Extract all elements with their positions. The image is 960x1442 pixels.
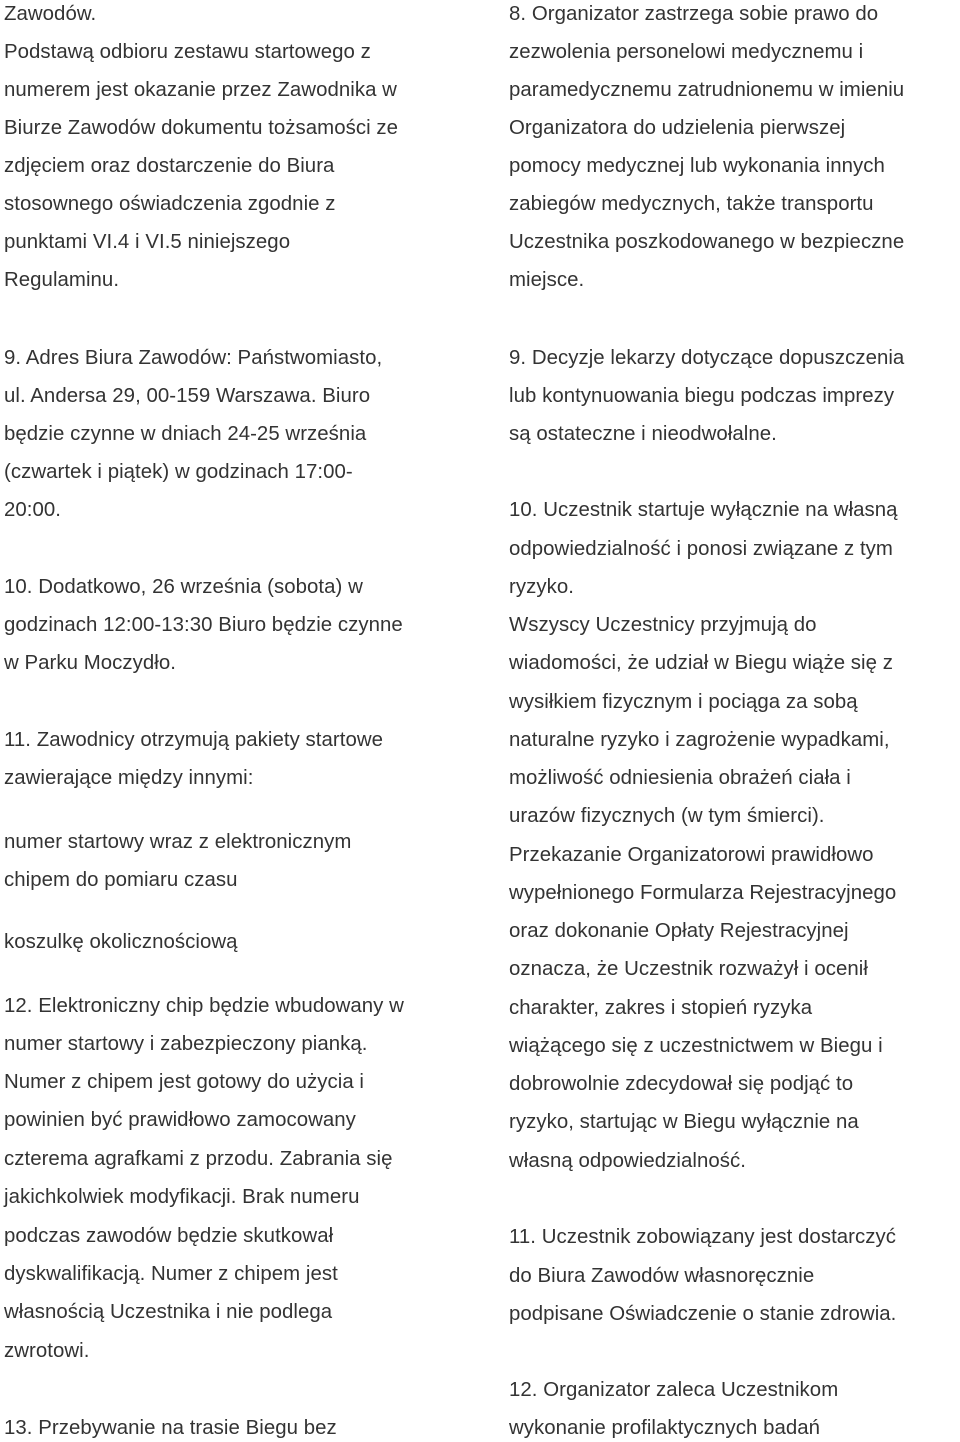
text-line: wykonanie profilaktycznych badań xyxy=(509,1417,821,1439)
text-line: 12. Elektroniczny chip będzie wbudowany w xyxy=(4,995,404,1017)
text-line: zabiegów medycznych, także transportu xyxy=(509,193,874,215)
text-line: 8. Organizator zastrzega sobie prawo do xyxy=(509,3,879,25)
text-line: numer startowy i zabezpieczony pianką. xyxy=(4,1033,368,1055)
text-line: Numer z chipem jest gotowy do użycia i xyxy=(4,1071,365,1093)
text-line: koszulkę okolicznościową xyxy=(4,931,238,953)
left-column xyxy=(4,0,474,1442)
text-line: oraz dokonanie Opłaty Rejestracyjnej xyxy=(509,920,849,942)
text-line: 9. Adres Biura Zawodów: Państwomiasto, xyxy=(4,347,383,369)
text-line: charakter, zakres i stopień ryzyka xyxy=(509,997,813,1019)
text-line: urazów fizycznych (w tym śmierci). xyxy=(509,805,825,827)
text-line: paramedycznemu zatrudnionemu w imieniu xyxy=(509,79,905,101)
text-line: pomocy medycznej lub wykonania innych xyxy=(509,155,885,177)
text-line: wiążącego się z uczestnictwem w Biegu i xyxy=(509,1035,883,1057)
text-line: wypełnionego Formularza Rejestracyjnego xyxy=(509,882,897,904)
text-line: 10. Uczestnik startuje wyłącznie na własną xyxy=(509,499,898,521)
text-line: Organizatora do udzielenia pierwszej xyxy=(509,117,846,139)
text-line: naturalne ryzyko i zagrożenie wypadkami, xyxy=(509,729,890,751)
text-line: własnością Uczestnika i nie podlega xyxy=(4,1301,333,1323)
text-line: numerem jest okazanie przez Zawodnika w xyxy=(4,79,397,101)
text-line: wysiłkiem fizycznym i pociąga za sobą xyxy=(509,691,858,713)
text-line: własną odpowiedzialność. xyxy=(509,1150,746,1172)
text-line: 12. Organizator zaleca Uczestnikom xyxy=(509,1379,839,1401)
text-line: zdjęciem oraz dostarczenie do Biura xyxy=(4,155,335,177)
text-line: zezwolenia personelowi medycznemu i xyxy=(509,41,864,63)
text-line: zwrotowi. xyxy=(4,1340,90,1362)
text-line: 20:00. xyxy=(4,499,61,521)
text-line: Uczestnika poszkodowanego w bezpieczne xyxy=(509,231,905,253)
text-line: 11. Uczestnik zobowiązany jest dostarczyć xyxy=(509,1226,896,1248)
text-line: oznacza, że Uczestnik rozważył i ocenił xyxy=(509,958,868,980)
text-line: stosownego oświadczenia zgodnie z xyxy=(4,193,336,215)
text-line: numer startowy wraz z elektronicznym xyxy=(4,831,352,853)
text-line: Regulaminu. xyxy=(4,269,120,291)
text-line: 9. Decyzje lekarzy dotyczące dopuszczenia xyxy=(509,347,905,369)
text-line: (czwartek i piątek) w godzinach 17:00- xyxy=(4,461,353,483)
right-column xyxy=(509,0,960,1442)
text-line: Biurze Zawodów dokumentu tożsamości ze xyxy=(4,117,399,139)
text-line: chipem do pomiaru czasu xyxy=(4,869,238,891)
text-line: ryzyko. xyxy=(509,576,574,598)
text-line: Zawodów. xyxy=(4,3,97,25)
text-line: dyskwalifikacją. Numer z chipem jest xyxy=(4,1263,338,1285)
text-line: lub kontynuowania biegu podczas imprezy xyxy=(509,385,895,407)
text-line: będzie czynne w dniach 24-25 września xyxy=(4,423,367,445)
text-line: do Biura Zawodów własnoręcznie xyxy=(509,1265,815,1287)
text-line: w Parku Moczydło. xyxy=(4,652,176,674)
text-line: są ostateczne i nieodwołalne. xyxy=(509,423,777,445)
text-line: 11. Zawodnicy otrzymują pakiety startowe xyxy=(4,729,384,751)
text-line: miejsce. xyxy=(509,269,585,291)
text-line: Podstawą odbioru zestawu startowego z xyxy=(4,41,371,63)
text-line: czterema agrafkami z przodu. Zabrania się xyxy=(4,1148,393,1170)
text-line: 13. Przebywanie na trasie Biegu bez xyxy=(4,1417,337,1439)
text-line: Wszyscy Uczestnicy przyjmują do xyxy=(509,614,817,636)
text-line: Przekazanie Organizatorowi prawidłowo xyxy=(509,844,874,866)
text-line: wiadomości, że udział w Biegu wiąże się z xyxy=(509,652,893,674)
text-line: ul. Andersa 29, 00-159 Warszawa. Biuro xyxy=(4,385,371,407)
text-line: odpowiedzialność i ponosi związane z tym xyxy=(509,538,893,560)
text-line: dobrowolnie zdecydował się podjąć to xyxy=(509,1073,854,1095)
text-line: podpisane Oświadczenie o stanie zdrowia. xyxy=(509,1303,897,1325)
text-line: jakichkolwiek modyfikacji. Brak numeru xyxy=(4,1186,360,1208)
text-line: 10. Dodatkowo, 26 września (sobota) w xyxy=(4,576,363,598)
text-line: powinien być prawidłowo zamocowany xyxy=(4,1109,356,1131)
text-line: zawierające między innymi: xyxy=(4,767,254,789)
text-line: godzinach 12:00-13:30 Biuro będzie czynne xyxy=(4,614,403,636)
text-line: możliwość odniesienia obrażeń ciała i xyxy=(509,767,851,789)
text-line: ryzyko, startując w Biegu wyłącznie na xyxy=(509,1111,859,1133)
text-line: punktami VI.4 i VI.5 niniejszego xyxy=(4,231,291,253)
text-line: podczas zawodów będzie skutkował xyxy=(4,1225,334,1247)
